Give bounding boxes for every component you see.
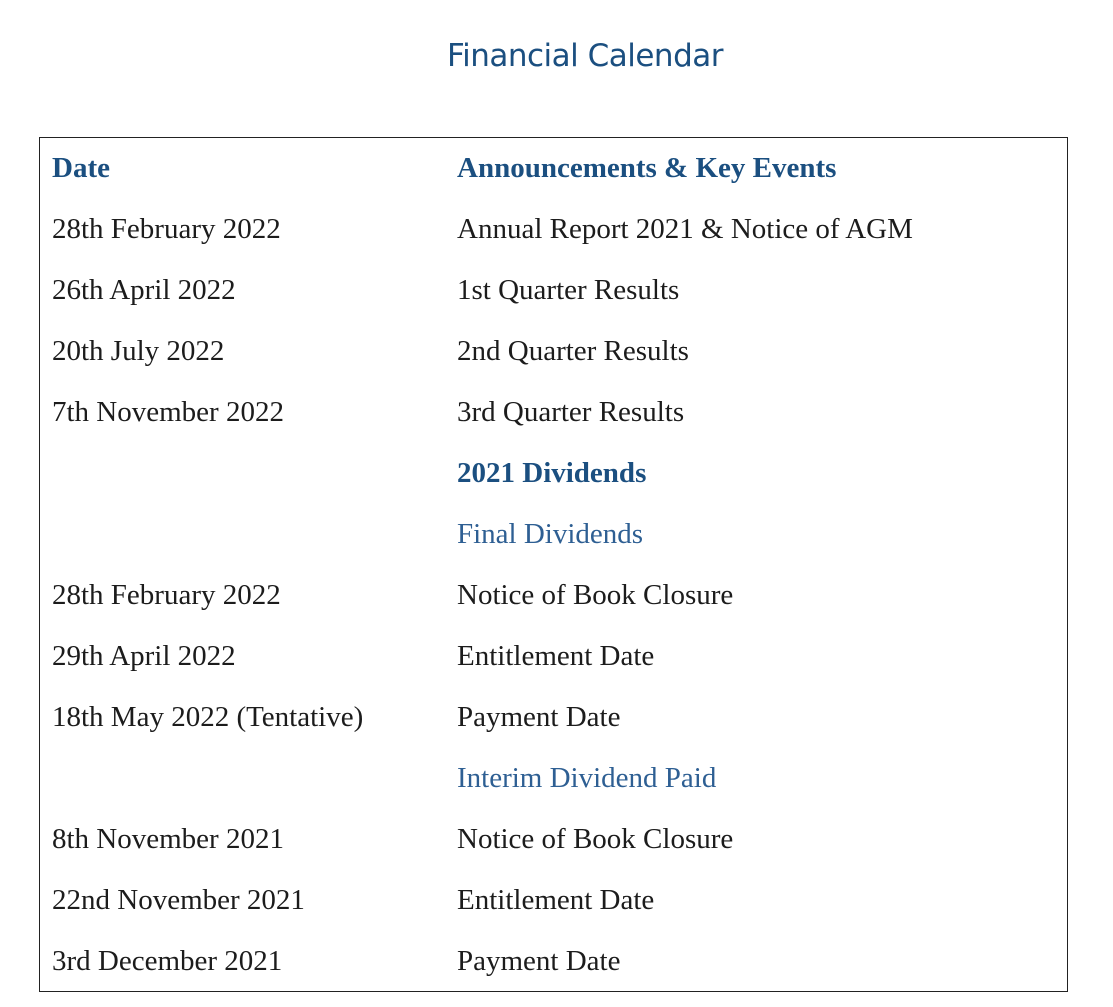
row-event: Payment Date bbox=[457, 945, 621, 977]
row-event: Notice of Book Closure bbox=[457, 823, 734, 855]
table-row bbox=[40, 701, 1067, 762]
row-date: 26th April 2022 bbox=[52, 274, 236, 306]
row-date: 28th February 2022 bbox=[52, 213, 281, 245]
table-row bbox=[40, 579, 1067, 640]
row-date: 8th November 2021 bbox=[52, 823, 284, 855]
events-column-header: Announcements & Key Events bbox=[457, 152, 837, 184]
table-row bbox=[40, 396, 1067, 457]
row-date: 7th November 2022 bbox=[52, 396, 284, 428]
table-row bbox=[40, 274, 1067, 335]
dividends-section-heading: 2021 Dividends bbox=[457, 457, 647, 489]
table-row bbox=[40, 823, 1067, 884]
table-row bbox=[40, 335, 1067, 396]
row-date: 18th May 2022 (Tentative) bbox=[52, 701, 364, 733]
row-event: 1st Quarter Results bbox=[457, 274, 680, 306]
row-event: Notice of Book Closure bbox=[457, 579, 734, 611]
table-header-row bbox=[40, 152, 1067, 213]
page-title: Financial Calendar bbox=[447, 38, 723, 74]
row-date: 22nd November 2021 bbox=[52, 884, 305, 916]
row-event: Entitlement Date bbox=[457, 884, 655, 916]
table-row bbox=[40, 884, 1067, 945]
table-row bbox=[40, 640, 1067, 701]
table-row bbox=[40, 213, 1067, 274]
final-dividends-subheading: Final Dividends bbox=[457, 518, 644, 550]
row-event: 3rd Quarter Results bbox=[457, 396, 685, 428]
subsection-heading-row bbox=[40, 518, 1067, 579]
row-event: 2nd Quarter Results bbox=[457, 335, 689, 367]
row-event: Entitlement Date bbox=[457, 640, 655, 672]
subsection-heading-row bbox=[40, 762, 1067, 823]
row-date: 28th February 2022 bbox=[52, 579, 281, 611]
date-column-header: Date bbox=[52, 152, 110, 184]
section-heading-row bbox=[40, 457, 1067, 518]
financial-calendar-table bbox=[39, 137, 1068, 992]
row-date: 3rd December 2021 bbox=[52, 945, 283, 977]
row-event: Payment Date bbox=[457, 701, 621, 733]
row-event: Annual Report 2021 & Notice of AGM bbox=[457, 213, 913, 245]
table-row bbox=[40, 945, 1067, 1006]
row-date: 29th April 2022 bbox=[52, 640, 236, 672]
row-date: 20th July 2022 bbox=[52, 335, 225, 367]
interim-dividend-subheading: Interim Dividend Paid bbox=[457, 762, 717, 794]
